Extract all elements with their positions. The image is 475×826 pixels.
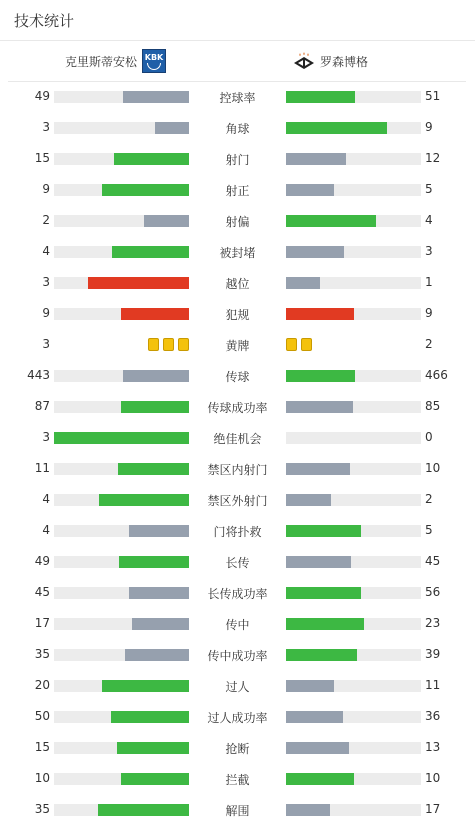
stat-label: 传中成功率 [207,649,268,663]
yellow-card-icon [148,338,159,351]
away-value: 13 [425,740,441,754]
yellow-card-icon [301,338,312,351]
stat-row [0,236,475,267]
away-value: 3 [425,244,433,258]
away-value: 56 [425,585,441,599]
away-bar-track [286,277,421,289]
stat-label: 禁区内射门 [207,463,268,477]
away-value: 45 [425,554,441,568]
away-bar-track [286,711,421,723]
stat-label: 传中 [225,618,250,632]
home-bar-track [54,742,189,754]
home-value: 3 [42,120,50,134]
away-bar-track [286,773,421,785]
home-value: 3 [42,275,50,289]
stat-row [0,453,475,484]
away-value: 39 [425,647,441,661]
away-team[interactable] [292,49,368,73]
home-value: 4 [42,492,50,506]
away-bar-track [286,308,421,320]
away-bar-fill [286,649,357,661]
away-bar-fill [286,804,330,816]
stat-label: 射正 [225,184,250,198]
away-bar-fill [286,494,331,506]
away-bar-track [286,122,421,134]
away-bar-fill [286,742,349,754]
home-bar-track [54,463,189,475]
away-value: 2 [425,492,433,506]
away-value: 85 [425,399,441,413]
home-value: 49 [34,554,50,568]
away-bar-fill [286,308,354,320]
away-value: 36 [425,709,441,723]
home-bar-fill [155,122,189,134]
home-bar-track [54,711,189,723]
stat-row [0,732,475,763]
stats-list [0,81,475,825]
home-bar-track [54,494,189,506]
stat-row [0,174,475,205]
stat-label: 黄牌 [225,339,250,353]
away-bar-track [286,432,421,444]
away-bar-fill [286,277,320,289]
stat-row [0,360,475,391]
stat-label: 犯规 [225,308,250,322]
away-bar-track [286,246,421,258]
away-bar-fill [286,215,376,227]
away-value: 12 [425,151,441,165]
home-bar-fill [121,401,189,413]
away-bar-track [286,370,421,382]
away-bar-fill [286,711,343,723]
teams-header [8,41,466,81]
home-bar-track [54,432,189,444]
home-bar-track [54,525,189,537]
home-bar-fill [129,525,189,537]
away-team-name: 罗森博格 [320,54,369,69]
stat-row [0,639,475,670]
stat-row [0,608,475,639]
stat-label: 解围 [225,804,250,818]
away-bar-fill [286,773,354,785]
home-value: 9 [42,306,50,320]
yellow-card-icon [163,338,174,351]
home-value: 15 [34,151,50,165]
stat-row [0,391,475,422]
home-bar-track [54,122,189,134]
home-bar-fill [99,494,189,506]
home-bar-fill [112,246,189,258]
away-value: 0 [425,430,433,444]
away-value: 2 [425,337,433,351]
away-value: 51 [425,89,441,103]
page-title: 技术统计 [14,12,75,30]
stat-label: 射偏 [225,215,250,229]
home-bar-fill [111,711,189,723]
stat-row [0,515,475,546]
home-value: 15 [34,740,50,754]
away-value: 10 [425,461,441,475]
away-cards [286,338,312,351]
stat-label: 传球成功率 [207,401,268,415]
home-bar-fill [98,804,189,816]
stat-row [0,81,475,112]
home-bar-fill [88,277,189,289]
home-value: 10 [34,771,50,785]
away-bar-fill [286,525,361,537]
away-bar-fill [286,587,361,599]
stat-row [0,112,475,143]
home-bar-fill [102,184,189,196]
home-bar-track [54,370,189,382]
stat-row [0,484,475,515]
home-bar-fill [54,432,189,444]
home-bar-fill [102,680,189,692]
home-value: 3 [42,337,50,351]
away-bar-fill [286,246,344,258]
stat-label: 传球 [225,370,250,384]
home-bar-fill [123,370,189,382]
home-bar-track [54,649,189,661]
away-bar-fill [286,370,355,382]
stat-label: 绝佳机会 [213,432,262,446]
stat-label: 射门 [225,153,250,167]
away-bar-track [286,494,421,506]
home-value: 87 [34,399,50,413]
home-value: 45 [34,585,50,599]
stat-label: 拦截 [225,773,250,787]
away-bar-fill [286,91,355,103]
away-value: 9 [425,306,433,320]
home-bar-track [54,401,189,413]
stat-row [0,267,475,298]
stat-label: 被封堵 [219,246,256,260]
away-bar-track [286,556,421,568]
stat-row [0,546,475,577]
away-value: 5 [425,182,433,196]
away-value: 17 [425,802,441,816]
stat-label: 过人成功率 [207,711,268,725]
stat-row [0,298,475,329]
home-bar-track [54,556,189,568]
stat-label: 抢断 [225,742,250,756]
home-bar-fill [114,153,189,165]
home-bar-track [54,308,189,320]
away-value: 466 [425,368,448,382]
home-bar-fill [117,742,189,754]
home-bar-fill [121,773,189,785]
away-team-logo [292,49,316,73]
home-value: 4 [42,523,50,537]
stat-label: 长传成功率 [207,587,268,601]
stat-row [0,205,475,236]
stat-row [0,794,475,825]
home-bar-track [54,91,189,103]
home-bar-fill [123,91,189,103]
home-value: 35 [34,802,50,816]
yellow-card-icon [286,338,297,351]
stat-label: 禁区外射门 [207,494,268,508]
home-value: 3 [42,430,50,444]
home-team[interactable] [65,49,166,73]
away-value: 10 [425,771,441,785]
home-value: 443 [27,368,50,382]
home-bar-track [54,277,189,289]
away-bar-track [286,649,421,661]
ship-icon [147,63,161,70]
stat-label: 长传 [225,556,250,570]
home-value: 50 [34,709,50,723]
away-bar-track [286,525,421,537]
away-bar-track [286,587,421,599]
stat-row [0,422,475,453]
home-bar-fill [132,618,189,630]
home-bar-fill [129,587,189,599]
away-bar-fill [286,153,346,165]
home-bar-track [54,804,189,816]
stat-label: 门将扑救 [213,525,262,539]
home-value: 17 [34,616,50,630]
stat-row [0,670,475,701]
home-value: 35 [34,647,50,661]
away-bar-fill [286,184,334,196]
away-bar-track [286,463,421,475]
yellow-card-icon [178,338,189,351]
away-bar-track [286,742,421,754]
away-bar-track [286,804,421,816]
away-bar-fill [286,401,353,413]
home-team-logo-text: KBK [144,52,164,62]
stat-row [0,329,475,360]
home-value: 4 [42,244,50,258]
away-value: 4 [425,213,433,227]
away-bar-track [286,184,421,196]
away-bar-track [286,618,421,630]
stat-row [0,143,475,174]
away-value: 9 [425,120,433,134]
away-bar-fill [286,556,351,568]
home-team-logo [142,49,166,73]
stat-label: 控球率 [219,91,256,105]
stat-row [0,577,475,608]
away-value: 11 [425,678,441,692]
home-bar-fill [119,556,189,568]
away-bar-fill [286,463,350,475]
stat-label: 过人 [225,680,250,694]
away-bar-fill [286,680,334,692]
home-bar-track [54,184,189,196]
away-bar-track [286,215,421,227]
home-bar-track [54,773,189,785]
home-value: 2 [42,213,50,227]
away-value: 23 [425,616,441,630]
stat-label: 角球 [225,122,250,136]
home-bar-track [54,246,189,258]
home-value: 11 [34,461,50,475]
stat-row [0,701,475,732]
away-value: 1 [425,275,433,289]
away-bar-track [286,91,421,103]
away-bar-fill [286,122,387,134]
stat-row [0,763,475,794]
home-bar-fill [121,308,189,320]
home-bar-track [54,215,189,227]
home-bar-track [54,153,189,165]
home-cards [148,338,189,351]
away-bar-track [286,680,421,692]
home-team-name: 克里斯蒂安松 [64,54,137,69]
away-bar-fill [286,618,364,630]
home-bar-track [54,618,189,630]
home-bar-fill [118,463,189,475]
home-value: 9 [42,182,50,196]
home-value: 49 [34,89,50,103]
home-value: 20 [34,678,50,692]
away-bar-track [286,153,421,165]
home-bar-fill [125,649,189,661]
away-bar-track [286,401,421,413]
home-bar-track [54,680,189,692]
home-bar-fill [144,215,189,227]
home-bar-track [54,587,189,599]
stat-label: 越位 [225,277,250,291]
away-value: 5 [425,523,433,537]
